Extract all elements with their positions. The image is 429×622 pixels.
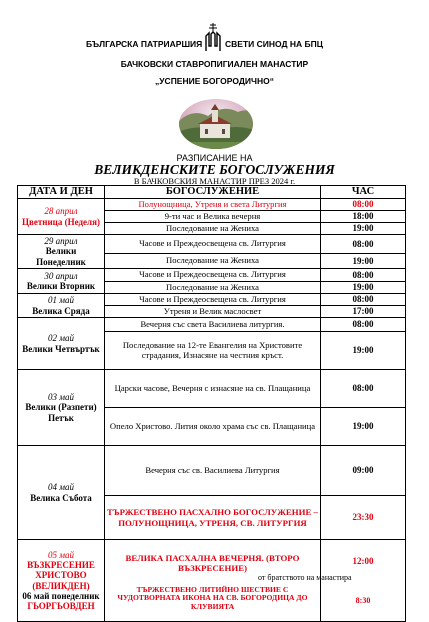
service-cell: Полунощница, Утреня и света Литургия bbox=[105, 199, 321, 211]
date-label: 03 май bbox=[48, 392, 74, 403]
date-cell bbox=[18, 294, 105, 318]
date-cell bbox=[18, 235, 105, 269]
service-cell: Вечерня със св. Василиева Литургия bbox=[105, 446, 321, 496]
table-row bbox=[18, 235, 406, 254]
table-row bbox=[18, 294, 406, 306]
time-cell: 09:00 bbox=[321, 446, 406, 496]
time-cell: 08:00 bbox=[321, 370, 406, 408]
day-label: Велика Сряда bbox=[32, 305, 90, 316]
service-cell: Часове и Преждеосвещена св. Литургия bbox=[105, 235, 321, 254]
day-label: Велика Събота bbox=[30, 492, 92, 503]
time-cell: 19:00 bbox=[321, 282, 406, 294]
service-cell: ТЪРЖЕСТВЕНО ПАСХАЛНО БОГОСЛУЖЕНИЕ – ПОЛУНОЩНИЦА, УТРЕНЯ, СВ. ЛИТУРГИЯ bbox=[105, 496, 321, 540]
patriarchate-emblem-icon bbox=[203, 22, 223, 52]
monastery-photo bbox=[178, 98, 254, 150]
time-cell: 18:00 bbox=[321, 211, 406, 223]
monastery-name: „УСПЕНИЕ БОГОРОДИЧНО“ bbox=[155, 76, 274, 86]
day-label: Цветница (Неделя) bbox=[22, 216, 100, 227]
day-label-2: ГЬОРГЬОВДЕН bbox=[27, 601, 95, 612]
date-cell bbox=[18, 318, 105, 370]
column-header-time: ЧАС bbox=[321, 186, 406, 199]
date-label: 01 май bbox=[48, 295, 74, 306]
table-row bbox=[18, 269, 406, 282]
date-label: 05 май bbox=[48, 549, 74, 560]
service-cell: Последование на Жениха bbox=[105, 254, 321, 269]
date-label: 29 април bbox=[44, 236, 78, 247]
date-label: 30 април bbox=[44, 270, 78, 281]
service-cell: Опело Христово. Лития около храма със св. Плащаница bbox=[105, 408, 321, 446]
service-cell: Царски часове, Вечерня с изнасяне на св. Плащаница bbox=[105, 370, 321, 408]
time-cell: 23:30 bbox=[321, 496, 406, 540]
column-header-date: ДАТА И ДЕН bbox=[18, 186, 105, 199]
time-cell: 17:00 bbox=[321, 306, 406, 318]
time-cell: 08:00 bbox=[321, 294, 406, 306]
time-cell: 19:00 bbox=[321, 223, 406, 235]
service-text: ВЕЛИКА ПАСХАЛНА ВЕЧЕРНЯ. (ВТОРО ВЪЗКРЕСЕНИЕ) bbox=[125, 553, 300, 574]
time-cell: 19:00 bbox=[321, 254, 406, 269]
table-row bbox=[18, 199, 406, 211]
date-cell bbox=[18, 370, 105, 446]
service-cell: 9-ти час и Велика вечерня bbox=[105, 211, 321, 223]
day-label: ВЪЗКРЕСЕНИЕ ХРИСТОВО (ВЕЛИКДЕН) bbox=[27, 559, 95, 591]
service-text: ТЪРЖЕСТВЕНО ЛИТИЙНО ШЕСТВИЕ С ЧУДОТВОРНАТА ИКОНА НА СВ. БОГОРОДИЦА ДО КЛУВИЯТА bbox=[117, 584, 308, 612]
title-small: РАЗПИСАНИЕ НА bbox=[176, 153, 253, 163]
page-title: ВЕЛИКДЕНСКИТЕ БОГОСЛУЖЕНИЯ bbox=[94, 162, 335, 177]
monastery-label: БАЧКОВСКИ СТАВРОПИГИАЛЕН МАНАСТИР bbox=[120, 59, 309, 69]
day-label: Велики Четвъртък bbox=[22, 343, 100, 354]
date-label: 04 май bbox=[48, 482, 74, 493]
date-cell bbox=[18, 199, 105, 235]
service-cell: Часове и Преждеосвещена св. Литургия bbox=[105, 269, 321, 282]
day-label: Велики Вторник bbox=[26, 281, 96, 292]
time-cell: 08:00 bbox=[321, 199, 406, 211]
time-cell: 08:00 bbox=[321, 318, 406, 332]
schedule-table bbox=[17, 185, 406, 622]
time-text: 8:30 bbox=[355, 596, 371, 606]
time-cell: 19:00 bbox=[321, 332, 406, 370]
date-cell bbox=[18, 269, 105, 294]
date-label: 28 април bbox=[44, 206, 78, 217]
day-label: Велики (Разпети) Петък bbox=[25, 402, 97, 423]
synod-label: СВЕТИ СИНОД НА БПЦ bbox=[225, 39, 323, 49]
service-cell: Часове и Преждеосвещена св. Литургия bbox=[105, 294, 321, 306]
footer-note: от братството на манастира bbox=[258, 573, 352, 582]
table-row bbox=[18, 318, 406, 332]
service-cell: Вечерня със света Василиева литургия. bbox=[105, 318, 321, 332]
date-label: 02 май bbox=[48, 333, 74, 344]
service-cell: Утреня и Велик маслосвет bbox=[105, 306, 321, 318]
column-header-service: БОГОСЛУЖЕНИЕ bbox=[105, 186, 321, 199]
table-header-row bbox=[18, 186, 406, 199]
day-label: Велики Понеделник bbox=[36, 246, 86, 267]
date-label-2: 06 май понеделник bbox=[22, 590, 100, 601]
service-cell: Последование на Жениха bbox=[105, 282, 321, 294]
date-cell bbox=[18, 446, 105, 540]
service-cell: Последование на 12-те Евангелия на Христовите страдания, Изнасяне на честния кръст. bbox=[105, 332, 321, 370]
service-cell: Последование на Жениха bbox=[105, 223, 321, 235]
time-cell: 08:00 bbox=[321, 235, 406, 254]
time-cell: 08:00 bbox=[321, 269, 406, 282]
date-cell bbox=[18, 540, 105, 622]
table-row bbox=[18, 370, 406, 408]
page-subtitle: В БАЧКОВСКИЯ МАНАСТИР ПРЕЗ 2024 г. bbox=[133, 176, 296, 186]
table-row bbox=[18, 446, 406, 496]
time-text: 12:00 bbox=[352, 555, 374, 566]
patriarchate-label: БЪЛГАРСКА ПАТРИАРШИЯ bbox=[86, 39, 203, 49]
time-cell: 19:00 bbox=[321, 408, 406, 446]
